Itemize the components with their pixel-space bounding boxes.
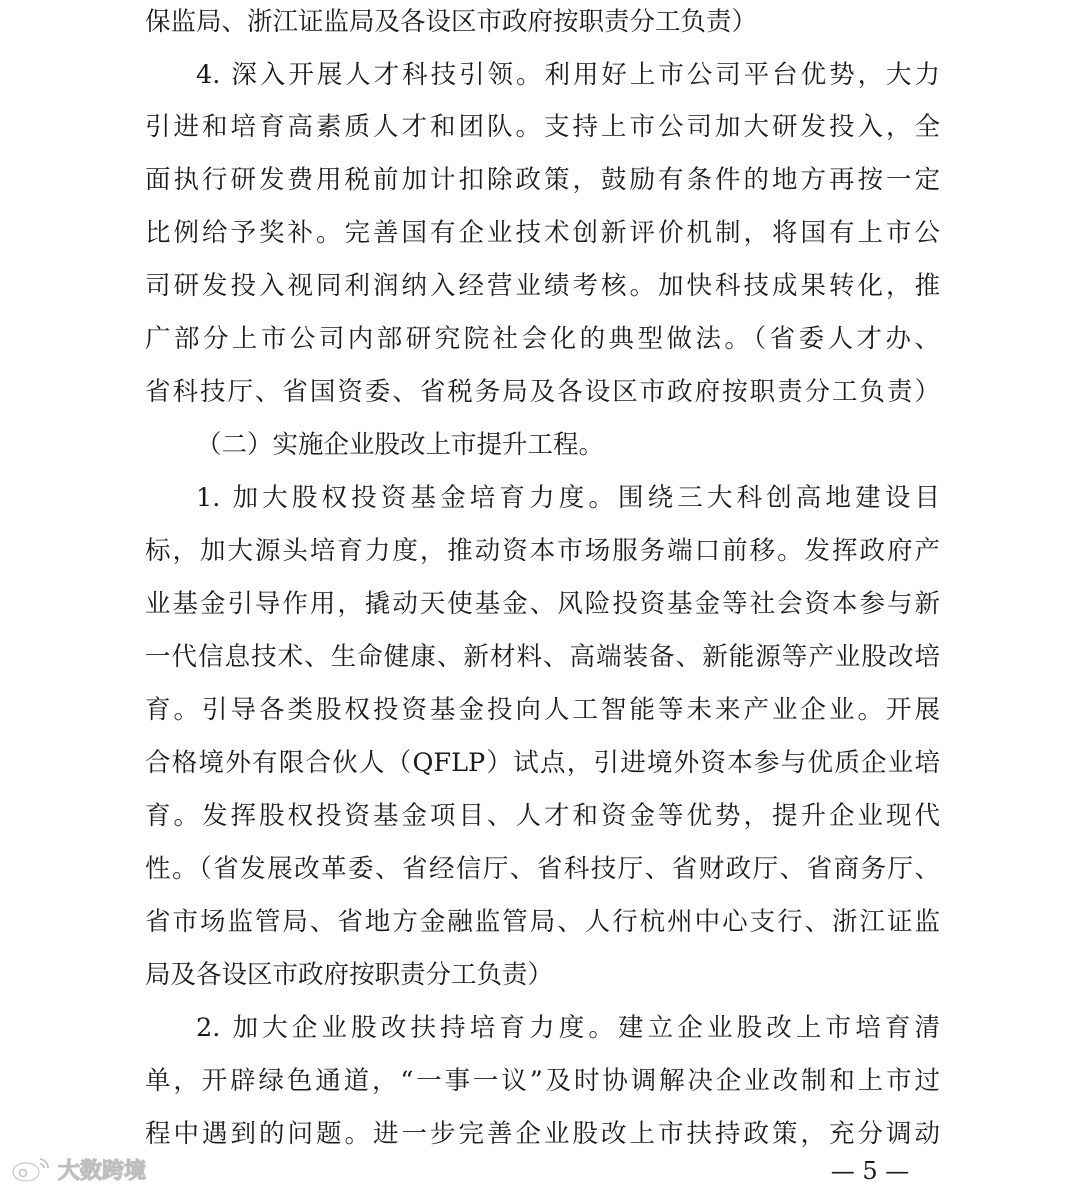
text-line: 育。引导各类股权投资基金投向人工智能等未来产业企业。开展 [145, 695, 940, 725]
section-heading: （二）实施企业股改上市提升工程。 [196, 430, 605, 460]
text-line: 标，加大源头培育力度，推动资本市场服务端口前移。发挥政府产 [145, 536, 940, 566]
watermark-text: 大数跨境 [58, 1158, 147, 1184]
text-line: 育。发挥股权投资基金项目、人才和资金等优势，提升企业现代 [145, 801, 940, 831]
text-line: 省市场监管局、省地方金融监管局、人行杭州中心支行、浙江证监 [145, 907, 940, 937]
text-line: 保监局、浙江证监局及各设区市政府按职责分工负责） [145, 7, 758, 37]
text-line: 司研发投入视同利润纳入经营业绩考核。加快科技成果转化，推 [145, 271, 940, 301]
page-number: — 5 — [830, 1157, 910, 1185]
paragraph-heading: 1. 加大股权投资基金培育力度。围绕三大科创高地建设目 [196, 483, 940, 513]
text-line: 局及各设区市政府按职责分工负责） [145, 960, 554, 990]
text-line: 广部分上市公司内部研究院社会化的典型做法。（省委人才办、 [145, 324, 940, 354]
text-line: 一代信息技术、生命健康、新材料、高端装备、新能源等产业股改培 [145, 642, 940, 672]
text-line: 比例给予奖补。完善国有企业技术创新评价机制，将国有上市公 [145, 218, 940, 248]
paragraph-heading: 4. 深入开展人才科技引领。利用好上市公司平台优势，大力 [196, 60, 940, 90]
paragraph-heading: 2. 加大企业股改扶持培育力度。建立企业股改上市培育清 [196, 1013, 940, 1043]
text-line: 面执行研发费用税前加计扣除政策，鼓励有条件的地方再按一定 [145, 165, 940, 195]
weibo-icon [10, 1154, 54, 1184]
text-line: 业基金引导作用，撬动天使基金、风险投资基金等社会资本参与新 [145, 589, 940, 619]
text-line: 性。（省发展改革委、省经信厅、省科技厅、省财政厅、省商务厅、 [145, 854, 940, 884]
text-line: 单，开辟绿色通道，“一事一议”及时协调解决企业改制和上市过 [145, 1066, 940, 1096]
text-line: 合格境外有限合伙人（QFLP）试点，引进境外资本参与优质企业培 [145, 748, 940, 778]
text-line: 省科技厅、省国资委、省税务局及各设区市政府按职责分工负责） [145, 377, 940, 407]
watermark [10, 1152, 146, 1186]
text-line: 程中遇到的问题。进一步完善企业股改上市扶持政策，充分调动 [145, 1119, 940, 1149]
text-line: 引进和培育高素质人才和团队。支持上市公司加大研发投入，全 [145, 112, 940, 142]
